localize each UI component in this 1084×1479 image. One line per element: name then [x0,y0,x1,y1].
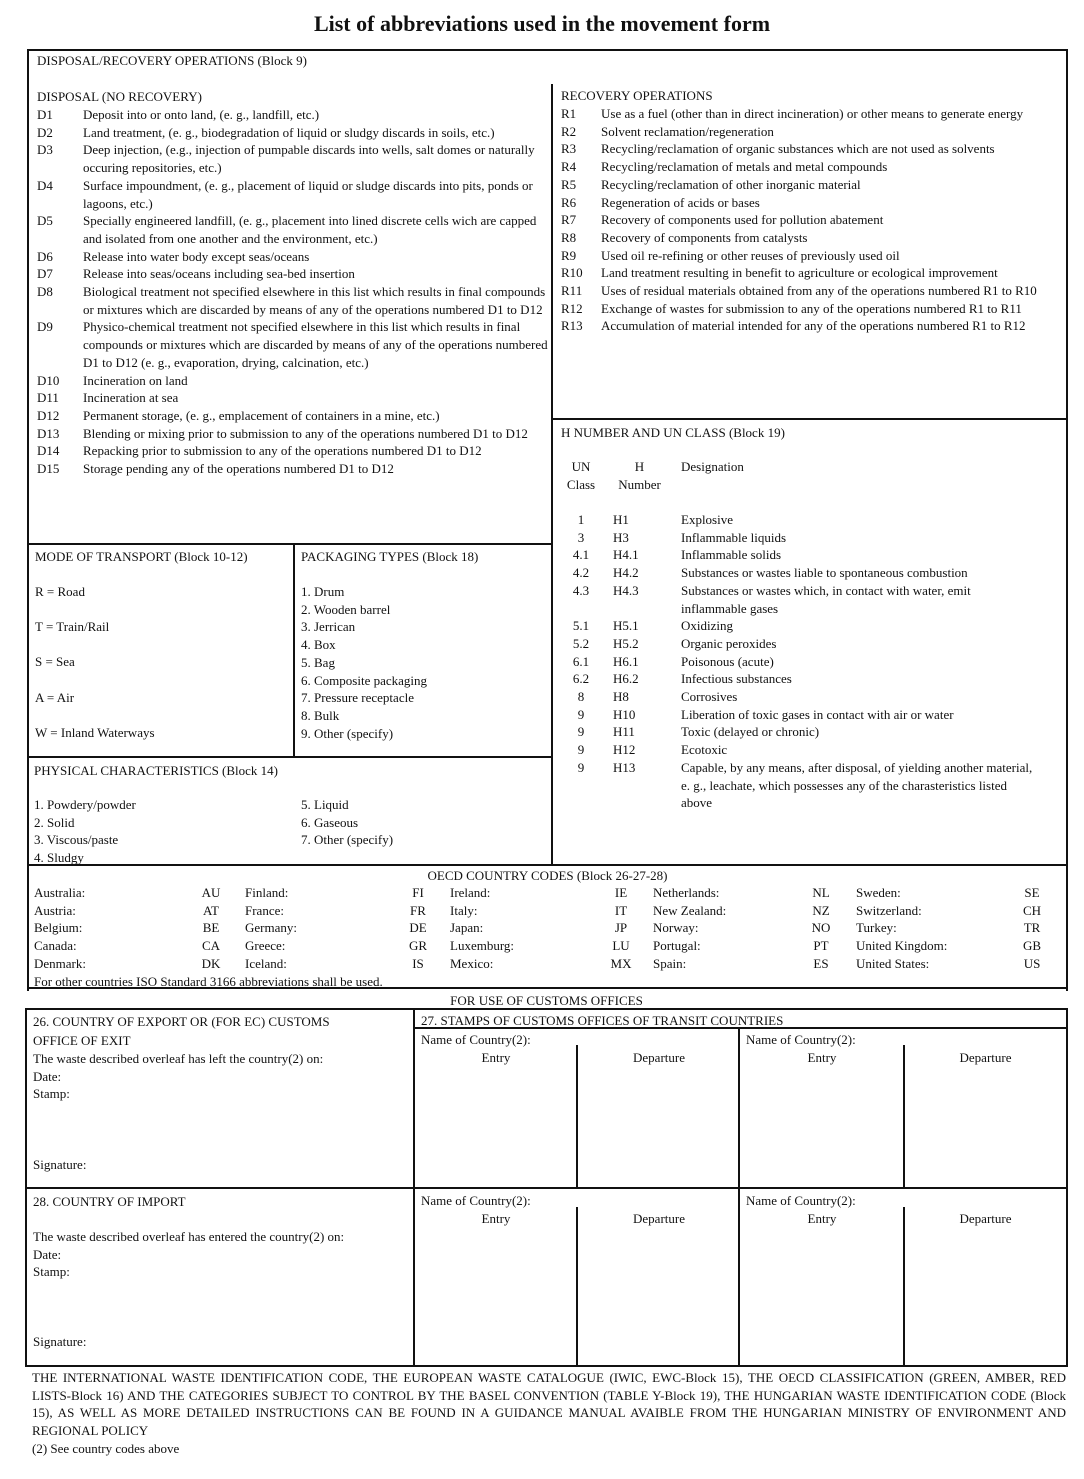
un-column-header [566,458,596,493]
hnumber-row [561,723,1066,741]
rule [1066,49,1068,991]
country-code: LU [612,938,630,954]
transit-departure-4: Departure [959,1211,1012,1226]
transit-entry-3: Entry [481,1211,511,1226]
op-item [37,407,549,425]
op-item [37,389,549,407]
country-name: Portugal: [653,938,701,954]
country-code: AT [203,902,219,918]
import-stamp-label: Stamp: [33,1264,70,1280]
un-class: 6.2 [572,671,590,687]
packaging-type: 7. Pressure receptacle [301,690,414,706]
h-designation: Capable, by any means, after disposal, of yielding another material, e. g., leachate, which possesses any of the charasteristics listed above [681,759,1033,811]
rule [551,418,1067,420]
country-name: Norway: [653,920,699,936]
country-name: Belgium: [34,920,83,936]
op-item [561,158,1064,176]
import-fields [33,1228,344,1281]
un-class: 4.2 [572,565,590,581]
op-description: Use as a fuel (other than in direct incineration) or other means to generate energy [601,106,1024,121]
op-item [37,248,549,266]
op-code: R1 [561,106,577,121]
country-code: IS [412,955,424,971]
op-description: Deposit into or onto land, (e. g., landfill, etc.) [83,107,320,122]
hnumber-row [561,670,1066,688]
country-code: CA [201,938,221,954]
h-label: H [634,459,645,474]
op-code: R3 [561,141,577,157]
physical-header: PHYSICAL CHARACTERISTICS (Block 14) [34,763,279,778]
op-description: Release into water body except seas/oceans [83,248,310,264]
op-item [37,283,549,318]
page-title: List of abbreviations used in the movement form [313,11,771,36]
transport-mode: A = Air [35,689,75,705]
hnumber-row [561,617,1066,635]
country-code: JP [614,920,628,936]
un-label: UN [571,459,591,474]
country-code: BE [202,920,220,936]
h-number: H10 [613,706,636,722]
op-code: D3 [37,142,53,158]
transport-mode: S = Sea [35,654,75,670]
transport-header: MODE OF TRANSPORT (Block 10-12) [35,549,248,564]
op-item [561,123,1064,141]
hnumber-row [561,706,1066,724]
h-designation: Organic peroxides [681,635,777,651]
country-name: Luxemburg: [450,938,515,954]
h-number: H5.1 [613,618,639,634]
packaging-type: 4. Box [301,637,336,653]
hnumber-row [561,511,1066,529]
op-code: D11 [37,390,59,406]
op-code: R9 [561,247,577,263]
transit-country-name-1: Name of Country(2): [421,1032,531,1047]
country-code: CH [1022,902,1042,918]
op-code: D8 [37,284,53,300]
op-code: R4 [561,159,577,175]
op-item [37,141,549,176]
op-code: D6 [37,248,53,264]
h-designation: Toxic (delayed or chronic) [681,724,820,740]
export-left-line: The waste described overleaf has left the country(2) on: [33,1051,324,1066]
h-designation: Substances or wastes liable to spontaneous combustion [681,565,968,581]
packaging-header: PACKAGING TYPES (Block 18) [301,549,479,564]
hnumber-row [561,653,1066,671]
country-code: NZ [812,902,830,918]
country-code: PT [813,938,829,954]
physical-characteristic: 7. Other (specify) [301,832,394,848]
un-class: 4.1 [572,547,590,563]
op-item [561,282,1064,300]
h-designation: Inflammable solids [681,547,782,563]
h-number: H3 [613,529,629,545]
hnumber-row [561,582,1066,617]
op-item [37,372,549,390]
packaging-type: 8. Bulk [301,707,340,723]
op-description: Land treatment, (e. g., biodegradation of liquid or sludgy discards in soils, etc.) [83,124,495,140]
un-class: 9 [577,706,585,722]
un-class: 4.3 [572,582,590,598]
op-code: D13 [37,425,60,441]
un-class: 3 [577,529,585,545]
op-item [37,442,549,460]
op-item [37,460,549,478]
country-name: Greece: [245,938,286,954]
hnumber-row [561,759,1066,812]
footer-text: THE INTERNATIONAL WASTE IDENTIFICATION CODE, THE EUROPEAN WASTE CATALOGUE (IWIC, EWC-Block 15), THE OECD CLASSIFICATION (GREEN, AMBER, RED LISTS-Block 16) AND THE CATEGORIES SUBJECT TO CONTROL BY THE BASEL CONVENTION (TABLE Y-Block 19), THE HUNGARIAN WASTE IDENTIFICATION CODE (Block 15), AS WELL AS MORE DETAILED INSTRUCTIONS CAN BE FOUND IN A GUIDANCE MANUAL AVAIBLE FROM THE HUNGARIAN MINISTRY OF ENVIRONMENT AND REGIONAL POLICY [32,1370,1066,1438]
country-name: France: [245,902,284,918]
op-description: Permanent storage, (e. g., emplacement of containers in a mine, etc.) [83,407,440,423]
country-name: Netherlands: [653,885,720,900]
op-description: Recycling/reclamation of organic substances which are not used as solvents [601,141,995,157]
country-code: DK [201,955,221,971]
country-name: Australia: [34,885,86,900]
op-code: D15 [37,461,60,477]
op-item [561,264,1064,282]
country-name: New Zealand: [653,902,727,918]
op-description: Blending or mixing prior to submission to any of the operations numbered D1 to D12 [83,425,528,441]
disposal-header: DISPOSAL (NO RECOVERY) [37,89,202,104]
op-code: R12 [561,300,583,316]
op-code: R13 [561,318,583,334]
op-code: D10 [37,372,60,388]
hnumber-row [561,529,1066,547]
h-designation: Corrosives [681,689,738,705]
transit-departure-3: Departure [633,1211,685,1226]
op-item [561,229,1064,247]
op-item [561,176,1064,194]
op-description: Regeneration of acids or bases [601,194,760,210]
h-designation: Liberation of toxic gases in contact with air or water [681,706,954,722]
country-name: Japan: [450,920,484,936]
op-item [37,265,549,283]
country-name: Austria: [34,902,76,918]
footer-note: (2) See country codes above [32,1441,180,1456]
import-date-label: Date: [33,1246,62,1262]
h-designation: Substances or wastes which, in contact with water, emit inflammable gases [681,582,971,616]
op-code: D5 [37,213,53,229]
op-code: D2 [37,124,53,140]
transit-entry-2: Entry [807,1050,837,1065]
op-item [561,211,1064,229]
physical-list-right [301,796,393,849]
op-description: Storage pending any of the operations numbered D1 to D12 [83,461,394,477]
number-label: Number [618,476,661,492]
export-date-label: Date: [33,1068,62,1084]
transit-title: 27. STAMPS OF CUSTOMS OFFICES OF TRANSIT COUNTRIES [421,1013,784,1028]
class-label: Class [566,476,596,492]
country-code: NL [812,885,830,900]
country-name: Canada: [34,938,77,954]
country-code: IE [614,885,628,900]
op-item [37,106,549,124]
op-code: R8 [561,229,577,245]
import-entered-line: The waste described overleaf has entered the country(2) on: [33,1229,345,1244]
rule [27,49,1068,51]
op-code: D9 [37,319,53,335]
disposal-recovery-header: DISPOSAL/RECOVERY OPERATIONS (Block 9) [37,53,308,68]
hnumber-row [561,546,1066,564]
un-class: 9 [577,759,585,775]
country-code: GR [408,938,428,954]
op-code: R2 [561,123,577,139]
packaging-type: 3. Jerrican [301,619,356,635]
transport-list [35,583,155,759]
hnumber-row [561,741,1066,759]
rule [576,1207,578,1366]
transit-country-name-3: Name of Country(2): [421,1193,531,1208]
recovery-list [561,105,1064,335]
country-name: Turkey: [856,920,897,936]
disposal-list [37,106,549,478]
h-number: H11 [613,724,635,740]
h-number: H4.2 [613,565,639,581]
op-description: Recycling/reclamation of other inorganic material [601,176,861,192]
op-description: Land treatment resulting in benefit to agriculture or ecological improvement [601,265,998,281]
packaging-type: 1. Drum [301,584,345,599]
country-code: FI [412,885,424,900]
h-designation: Inflammable liquids [681,529,787,545]
rule [27,543,552,545]
op-description: Exchange of wastes for submission to any of the operations numbered R1 to R11 [601,300,1022,316]
op-code: R5 [561,176,577,192]
op-description: Accumulation of material intended for any of the operations numbered R1 to R12 [601,318,1026,334]
export-fields [33,1050,323,1103]
transit-country-name-4: Name of Country(2): [746,1193,856,1208]
physical-characteristic: 4. Sludgy [34,850,84,866]
country-name: Germany: [245,920,297,936]
physical-list-left [34,796,136,867]
h-number: H13 [613,759,636,775]
country-name: Ireland: [450,885,491,900]
import-title: 28. COUNTRY OF IMPORT [33,1194,186,1209]
country-code: NO [811,920,831,936]
h-designation: Infectious substances [681,671,792,687]
hnumber-row [561,688,1066,706]
recovery-header: RECOVERY OPERATIONS [561,88,713,103]
un-class: 9 [577,742,585,758]
packaging-type: 9. Other (specify) [301,725,394,741]
op-description: Recycling/reclamation of metals and metal compounds [601,159,888,175]
un-class: 9 [577,724,585,740]
un-class: 8 [577,689,585,705]
op-code: D4 [37,177,53,193]
op-code: D14 [37,443,60,459]
op-item [561,105,1064,123]
country-name: Italy: [450,902,478,918]
rule [293,543,295,757]
op-description: Recovery of components used for pollution abatement [601,212,884,228]
h-designation: Explosive [681,512,733,527]
export-title [33,1013,330,1049]
export-title-line2: OFFICE OF EXIT [33,1032,131,1048]
country-name: United States: [856,955,930,971]
import-signature-label: Signature: [33,1334,87,1349]
op-item [37,318,549,371]
packaging-type: 2. Wooden barrel [301,601,391,617]
op-description: Uses of residual materials obtained from any of the operations numbered R1 to R10 [601,283,1037,299]
country-code: ES [813,955,829,971]
country-name: Sweden: [856,885,901,900]
customs-header: FOR USE OF CUSTOMS OFFICES [450,993,643,1008]
country-code: TR [1023,920,1041,936]
h-number: H5.2 [613,635,639,651]
h-designation: Oxidizing [681,618,733,634]
rule [551,84,553,864]
country-code: AU [201,885,221,900]
op-code: R11 [561,283,583,299]
rule [25,1365,1068,1367]
physical-characteristic: 5. Liquid [301,797,349,812]
designation-header: Designation [681,459,744,474]
op-item [37,212,549,247]
packaging-type: 6. Composite packaging [301,672,428,688]
country-code: MX [610,955,632,971]
transport-mode: T = Train/Rail [35,619,110,635]
oecd-header: OECD COUNTRY CODES (Block 26-27-28) [427,868,668,883]
op-description: Incineration at sea [83,390,179,406]
op-description: Physico-chemical treatment not specified elsewhere in this list which results in final compounds or mixtures which are discarded by means of any of the operations numbered D1 to D12 (e. g., evaporation, drying, calcination, etc.) [83,319,548,370]
un-class: 5.2 [572,635,590,651]
transit-departure-1: Departure [633,1050,685,1065]
op-description: Release into seas/oceans including sea-bed insertion [83,266,355,282]
packaging-list [301,583,427,742]
export-signature-label: Signature: [33,1157,87,1172]
op-code: R10 [561,265,583,281]
country-code: IT [614,902,628,918]
op-description: Solvent reclamation/regeneration [601,123,774,139]
country-name: United Kingdom: [856,938,948,954]
op-code: D7 [37,266,53,282]
op-item [37,124,549,142]
rule [27,49,29,991]
op-item [561,247,1064,265]
rule [25,1187,1067,1189]
physical-characteristic: 1. Powdery/powder [34,797,136,812]
oecd-country-grid [0,884,1084,974]
physical-characteristic: 6. Gaseous [301,814,359,830]
un-class: 6.1 [572,653,590,669]
hnumber-row [561,635,1066,653]
country-name: Iceland: [245,955,287,971]
h-number: H8 [613,689,629,705]
un-class: 1 [577,512,585,527]
op-item [37,425,549,443]
country-code: FR [410,902,426,918]
country-name: Denmark: [34,955,86,971]
country-code: GB [1022,938,1042,954]
op-description: Used oil re-refining or other reuses of previously used oil [601,247,900,263]
h-number: H4.3 [613,582,639,598]
country-code: SE [1024,885,1040,900]
transit-entry-4: Entry [807,1211,837,1226]
h-designation: Poisonous (acute) [681,653,774,669]
op-item [561,317,1064,335]
hnumber-header: H NUMBER AND UN CLASS (Block 19) [561,425,785,440]
op-item [37,177,549,212]
country-code: DE [409,920,427,936]
hnumber-row [561,564,1066,582]
physical-characteristic: 3. Viscous/paste [34,832,119,848]
export-title-line1: 26. COUNTRY OF EXPORT OR (FOR EC) CUSTOMS [33,1014,330,1029]
h-number: H4.1 [613,547,639,563]
op-description: Incineration on land [83,372,188,388]
op-description: Repacking prior to submission to any of the operations numbered D1 to D12 [83,443,482,459]
op-code: D12 [37,407,60,423]
hnumber-list [561,511,1066,812]
transit-departure-2: Departure [959,1050,1012,1065]
country-name: Switzerland: [856,902,922,918]
op-description: Deep injection, (e.g., injection of pumpable discards into wells, salt domes or naturally occuring repositories, etc.) [83,142,535,176]
packaging-type: 5. Bag [301,654,335,670]
op-description: Surface impoundment, (e. g., placement of liquid or sludge discards into pits, ponds or lagoons, etc.) [83,177,533,211]
op-item [561,300,1064,318]
country-name: Finland: [245,885,289,900]
h-number: H12 [613,742,636,758]
op-code: R6 [561,194,577,210]
physical-characteristic: 2. Solid [34,814,75,830]
un-class: 5.1 [572,618,590,634]
transit-country-name-2: Name of Country(2): [746,1032,856,1047]
op-description: Specially engineered landfill, (e. g., placement into lined discrete cells wich are capped and isolated from one another and the environment, etc.) [83,213,537,246]
h-number: H1 [613,512,629,527]
rule [738,1027,740,1366]
transit-entry-1: Entry [481,1050,511,1065]
op-description: Biological treatment not specified elsewhere in this list which results in final compounds or mixtures which are discarded by means of any of the operations numbered D1 to D12 [83,284,546,317]
rule [27,864,1068,866]
op-item [561,194,1064,212]
h-number: H6.2 [613,671,639,687]
op-code: R7 [561,212,577,228]
country-name: Mexico: [450,955,494,971]
h-designation: Ecotoxic [681,742,728,758]
oecd-note: For other countries ISO Standard 3166 abbreviations shall be used. [34,974,383,989]
transport-mode: R = Road [35,584,85,599]
country-code: US [1023,955,1041,971]
export-stamp-label: Stamp: [33,1086,70,1102]
h-number: H6.1 [613,653,639,669]
op-item [561,140,1064,158]
rule [903,1207,905,1366]
country-name: Spain: [653,955,687,971]
op-code: D1 [37,107,53,122]
h-column-header [612,458,667,493]
transport-mode: W = Inland Waterways [35,724,155,740]
op-description: Recovery of components from catalysts [601,229,808,245]
